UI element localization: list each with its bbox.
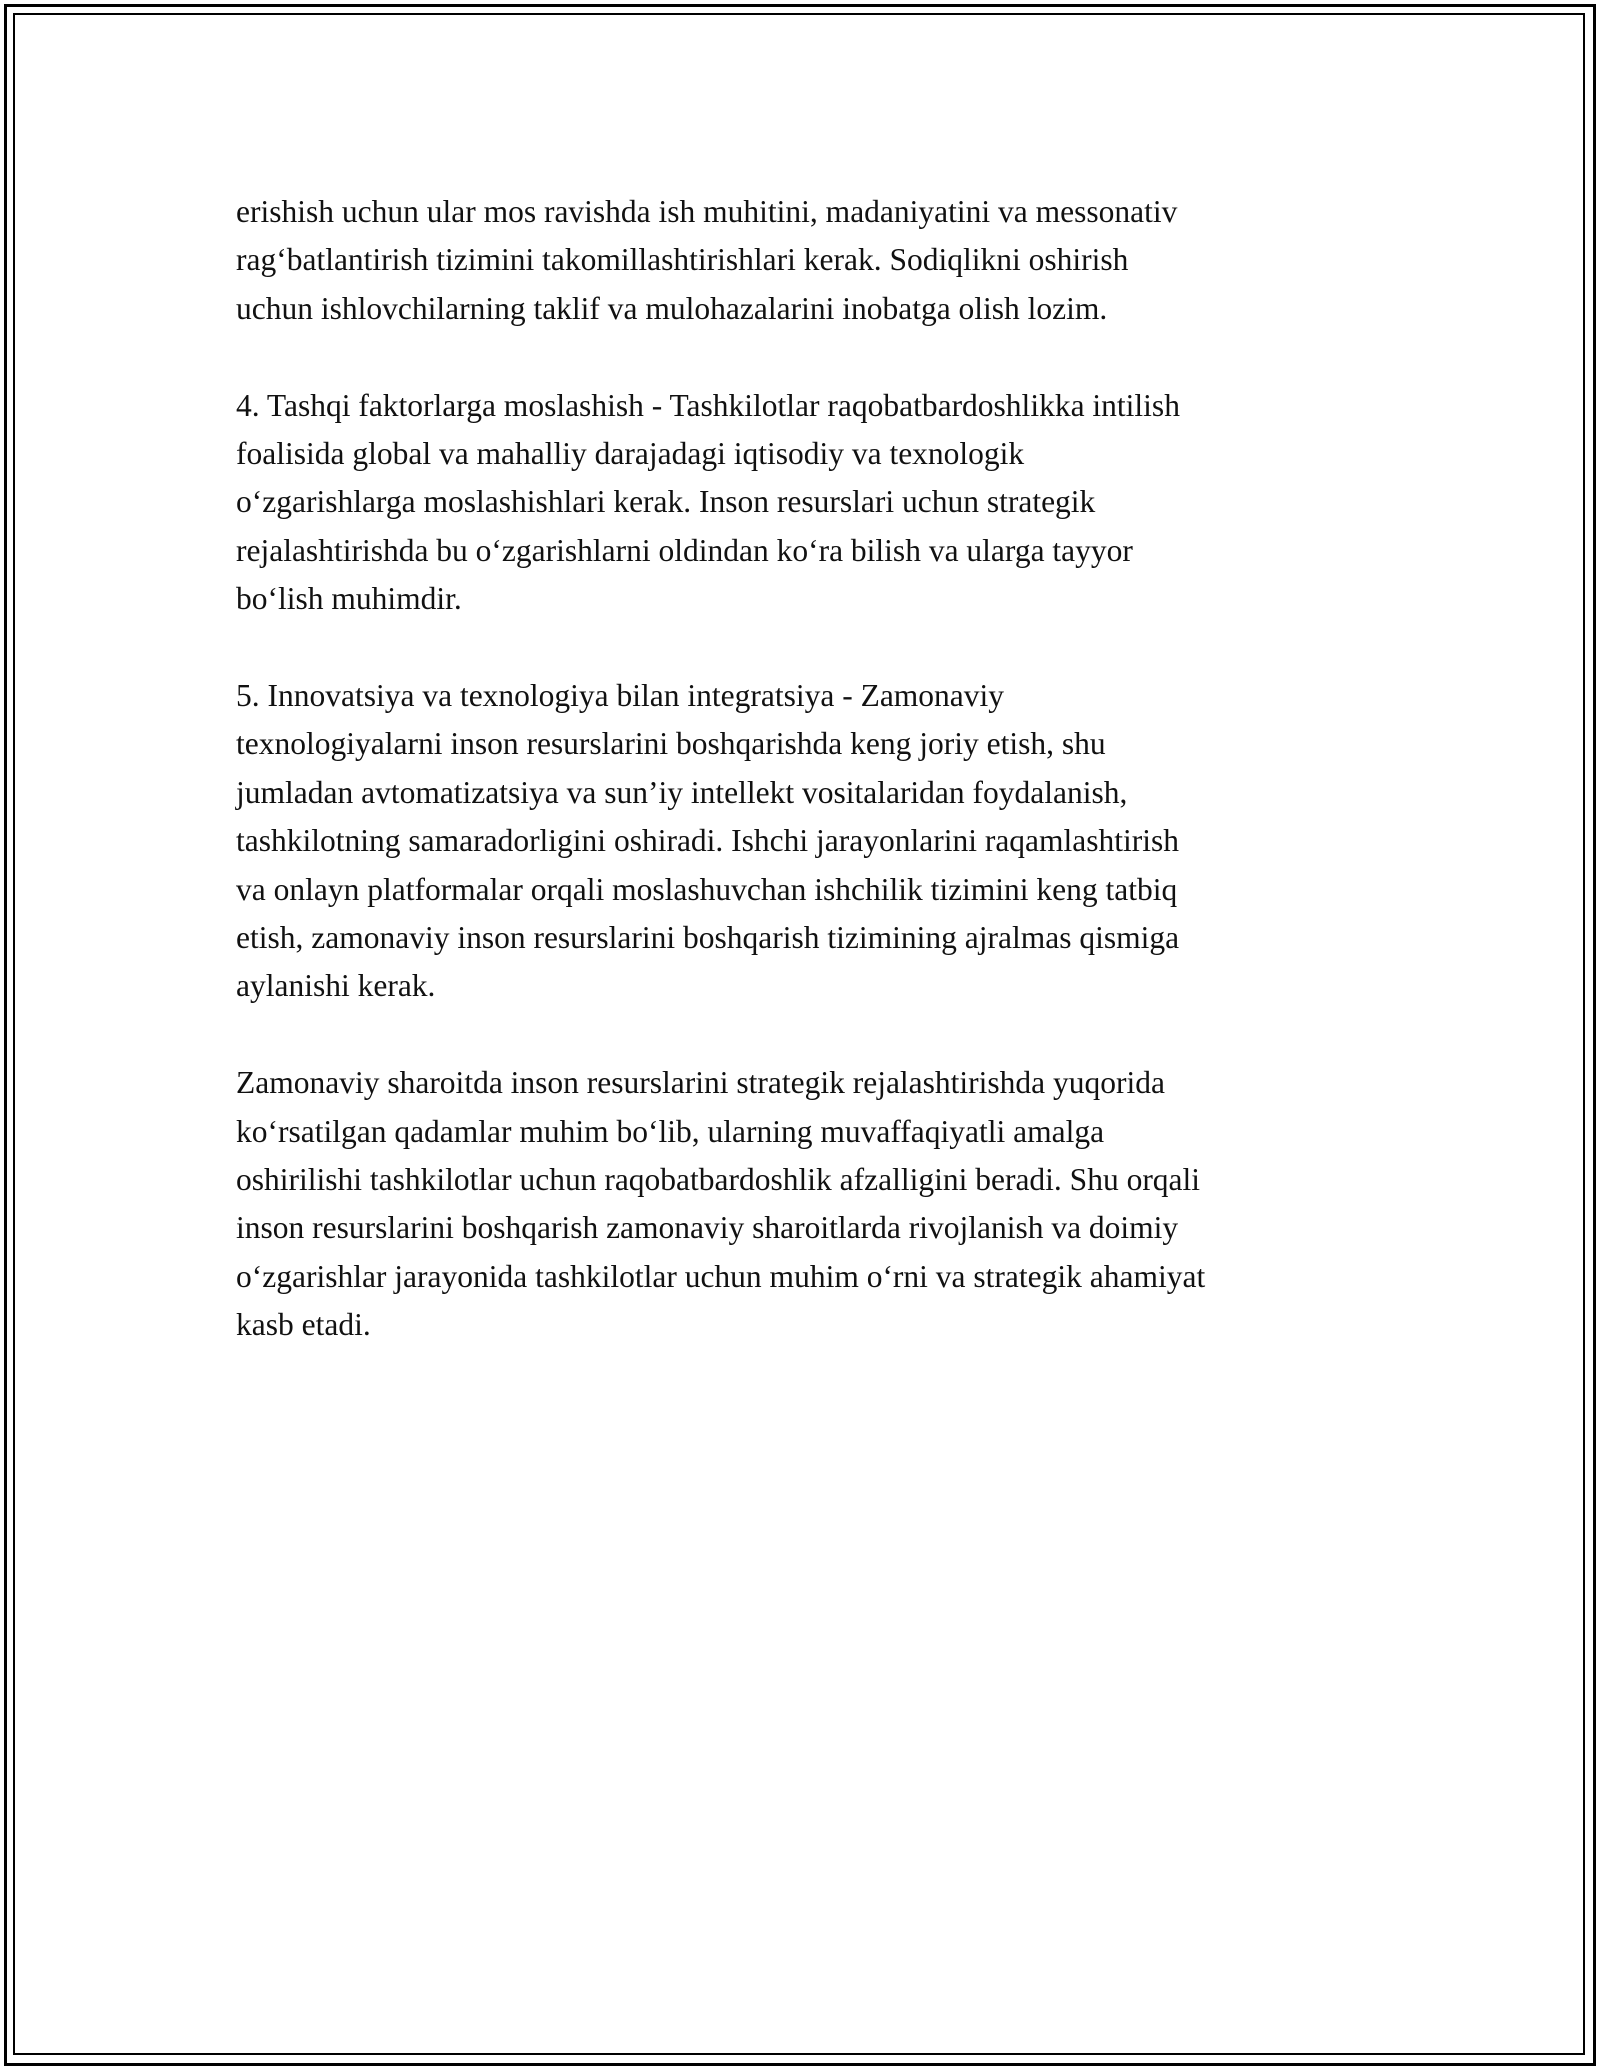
paragraph-continuation: erishish uchun ular mos ravishda ish muhitini, madaniyatini va messonativ rag‘batlantirish tizimini takomillashtirishlari kerak. Sodiqlikni oshirish uchun ishlovchilarning taklif va mulohazalarini inobatga olish lozim. [236, 194, 1178, 326]
document-body [236, 188, 1376, 1398]
paragraph-innovation-technology: 5. Innovatsiya va texnologiya bilan integratsiya - Zamonaviy texnologiyalarni inson resurslarini boshqarishda keng joriy etish, shu jumladan avtomatizatsiya va sun’iy intellekt vositalaridan foydalanish, tashkilotning samaradorligini oshiradi. Ishchi jarayonlarini raqamlashtirish va onlayn platformalar orqali moslashuvchan ishchilik tizimini keng tatbiq etish, zamonaviy inson resurslarini boshqarish tizimining ajralmas qismiga aylanishi kerak. [236, 678, 1180, 1004]
paragraph-external-factors: 4. Tashqi faktorlarga moslashish - Tashkilotlar raqobatbardoshlikka intilish foalisida global va mahalliy darajadagi iqtisodiy va texnologik o‘zgarishlarga moslashishlari kerak. Inson resurslari uchun strategik rejalashtirishda bu o‘zgarishlarni oldindan ko‘ra bilish va ularga tayyor bo‘lish muhimdir. [236, 387, 1180, 617]
paragraph-conclusion: Zamonaviy sharoitda inson resurslarini strategik rejalashtirishda yuqorida ko‘rsatilgan qadamlar muhim bo‘lib, ularning muvaffaqiyatli amalga oshirilishi tashkilotlar uchun raqobatbardoshlik afzalligini beradi. Shu orqali inson resurslarini boshqarish zamonaviy sharoitlarda rivojlanish va doimiy o‘zgarishlar jarayonida tashkilotlar uchun muhim o‘rni va strategik ahamiyat kasb etadi. [236, 1065, 1206, 1343]
